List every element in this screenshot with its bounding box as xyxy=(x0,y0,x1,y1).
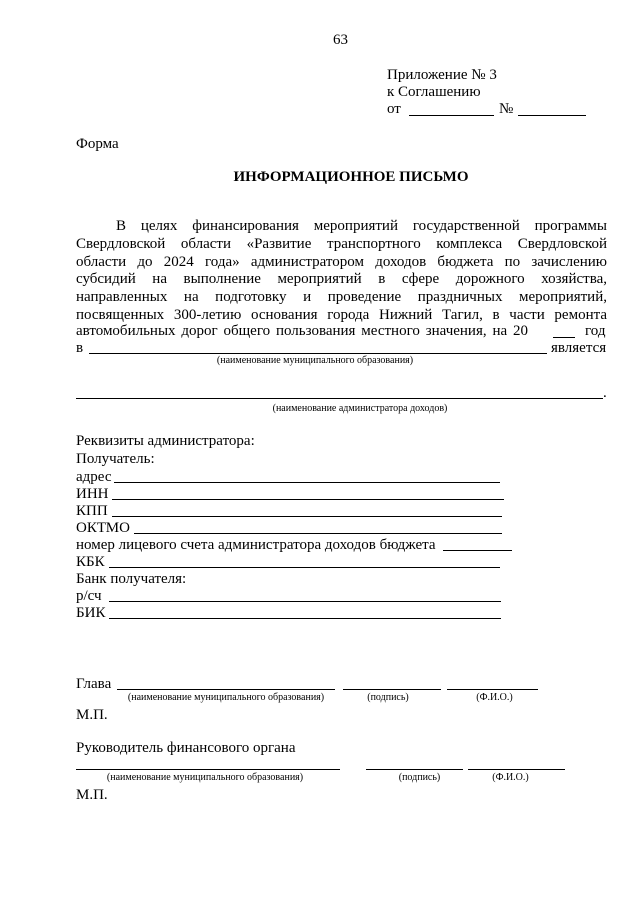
inn-line xyxy=(112,499,504,500)
kpp-line xyxy=(112,516,502,517)
inn-label: ИНН xyxy=(76,486,109,502)
finance-signature-line xyxy=(366,769,463,770)
page-number: 63 xyxy=(333,32,348,48)
kbk-line xyxy=(109,567,500,568)
body-line: направленных на подготовку и проведение праздничных мероприятий, xyxy=(76,289,607,305)
appendix-date-line xyxy=(409,115,494,116)
body-line-last: автомобильных дорог общего пользования местного значения, на 20 xyxy=(76,323,528,339)
finance-stamp-mp: М.П. xyxy=(76,787,108,803)
recipient-label: Получатель: xyxy=(76,451,155,467)
head-fio-line xyxy=(447,689,538,690)
caption-admin: (наименование администратора доходов) xyxy=(272,403,448,414)
rs-label: р/сч xyxy=(76,588,102,604)
finance-caption-signature: (подпись) xyxy=(398,772,441,783)
finance-fio-line xyxy=(468,769,565,770)
finance-caption-municipality: (наименование муниципального образования) xyxy=(106,772,304,783)
document-title-text: ИНФОРМАЦИОННОЕ ПИСЬМО xyxy=(233,169,469,185)
appendix-number-line xyxy=(518,115,586,116)
oktmo-label: ОКТМО xyxy=(76,520,130,536)
municipality-line xyxy=(89,353,547,354)
head-stamp-mp: М.П. xyxy=(76,707,108,723)
document-title xyxy=(76,169,626,186)
year-line xyxy=(553,337,575,338)
appendix-number: Приложение № 3 xyxy=(387,67,497,83)
rs-line xyxy=(109,601,501,602)
kbk-label: КБК xyxy=(76,554,105,570)
finance-municipality-line xyxy=(76,769,340,770)
body-line: посвященных 300-летию основания города Нижний Тагил, в части ремонта xyxy=(76,307,607,323)
finance-head-label: Руководитель финансового органа xyxy=(76,740,296,756)
body-line: В целях финансирования мероприятий государственной программы xyxy=(116,218,607,234)
head-caption-signature: (подпись) xyxy=(367,692,409,703)
bank-label: Банк получателя: xyxy=(76,571,187,587)
body-line: Свердловской области «Развитие транспортного комплекса Свердловской xyxy=(76,236,607,252)
head-caption-fio: (Ф.И.О.) xyxy=(476,692,513,703)
oktmo-line xyxy=(134,533,502,534)
year-suffix: год xyxy=(585,323,606,339)
admin-line xyxy=(76,398,603,399)
account-line xyxy=(443,550,512,551)
body-line: субсидий на выполнение мероприятий в сфере дорожного хозяйства, xyxy=(76,271,607,287)
admin-line-dot: . xyxy=(603,385,607,401)
appendix-date-label: от xyxy=(387,101,401,117)
appendix-number-label: № xyxy=(499,101,514,117)
head-caption-municipality: (наименование муниципального образования) xyxy=(127,692,325,703)
requisites-heading: Реквизиты администратора: xyxy=(76,433,255,449)
appendix-agreement: к Соглашению xyxy=(387,84,481,100)
head-label: Глава xyxy=(76,676,112,692)
address-label: адрес xyxy=(76,469,112,485)
caption-municipality: (наименование муниципального образования) xyxy=(216,355,414,366)
finance-caption-fio: (Ф.И.О.) xyxy=(492,772,529,783)
body-line: области до 2024 года» администратором доходов бюджета по зачислению xyxy=(76,254,607,270)
head-signature-line xyxy=(343,689,441,690)
bik-line xyxy=(109,618,501,619)
head-municipality-line xyxy=(117,689,335,690)
bik-label: БИК xyxy=(76,605,106,621)
address-line xyxy=(114,482,500,483)
v-prefix: в xyxy=(76,340,84,356)
account-label: номер лицевого счета администратора доходов бюджета xyxy=(76,537,436,553)
yavlyaetsya-text: является xyxy=(551,340,607,356)
kpp-label: КПП xyxy=(76,503,108,519)
form-label: Форма xyxy=(76,136,119,152)
